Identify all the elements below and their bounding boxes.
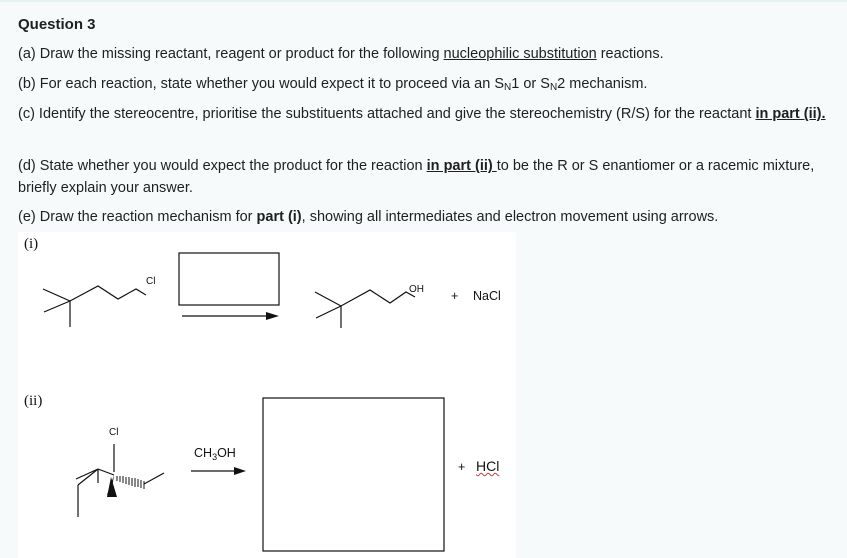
plus-sign-i: +: [451, 289, 459, 303]
reaction-ii-label: (ii): [24, 393, 43, 409]
reactant-i-structure: [43, 286, 146, 327]
reaction-i-label: (i): [24, 236, 39, 252]
answer-box-ii: [263, 398, 444, 551]
byproduct-nacl: NaCl: [473, 289, 501, 303]
reagent-methanol: $CH_3OH$: [194, 446, 236, 462]
product-i-hydroxyl: OH: [409, 284, 424, 295]
answer-box-i: [179, 253, 279, 305]
part-b: (b) For each reaction, state whether you would expect it to proceed via an $S_N1$ or $S_N2$ mechanism.: [18, 76, 648, 93]
ethyl-bond: [144, 473, 164, 484]
wedge-bond-fill: [107, 477, 117, 497]
part-c: (c) Identify the stereocentre, prioritise the substituents attached and give the stereochemistry (R/S) for the reactant in part (ii).: [18, 106, 826, 122]
product-i-structure: [315, 290, 415, 328]
reaction-arrow-i: [182, 312, 279, 320]
reaction-scheme: [18, 232, 516, 558]
part-d: (d) State whether you would expect the product for the reaction in part (ii) to be the R or S enantiomer or a racemic mixture, briefly explain your answer.: [18, 158, 815, 196]
top-border: [0, 0, 847, 2]
byproduct-hcl: HCl: [476, 458, 500, 474]
question-title: Question 3: [18, 16, 96, 33]
plus-sign-ii: +: [458, 460, 466, 474]
reactant-i-chlorine: Cl: [146, 276, 156, 287]
hash-bond: [117, 476, 144, 489]
reactant-ii-structure: [76, 444, 114, 517]
reaction-arrow-ii: [191, 467, 246, 475]
part-a: (a) Draw the missing reactant, reagent or product for the following nucleophilic substitution reactions.: [18, 46, 664, 62]
part-e: (e) Draw the reaction mechanism for part (i), showing all intermediates and electron movement using arrows.: [18, 209, 719, 225]
reaction-drawing: [18, 232, 516, 558]
reactant-ii-chlorine: Cl: [109, 427, 119, 438]
nucleophilic-substitution-text: nucleophilic substitution: [443, 46, 597, 62]
